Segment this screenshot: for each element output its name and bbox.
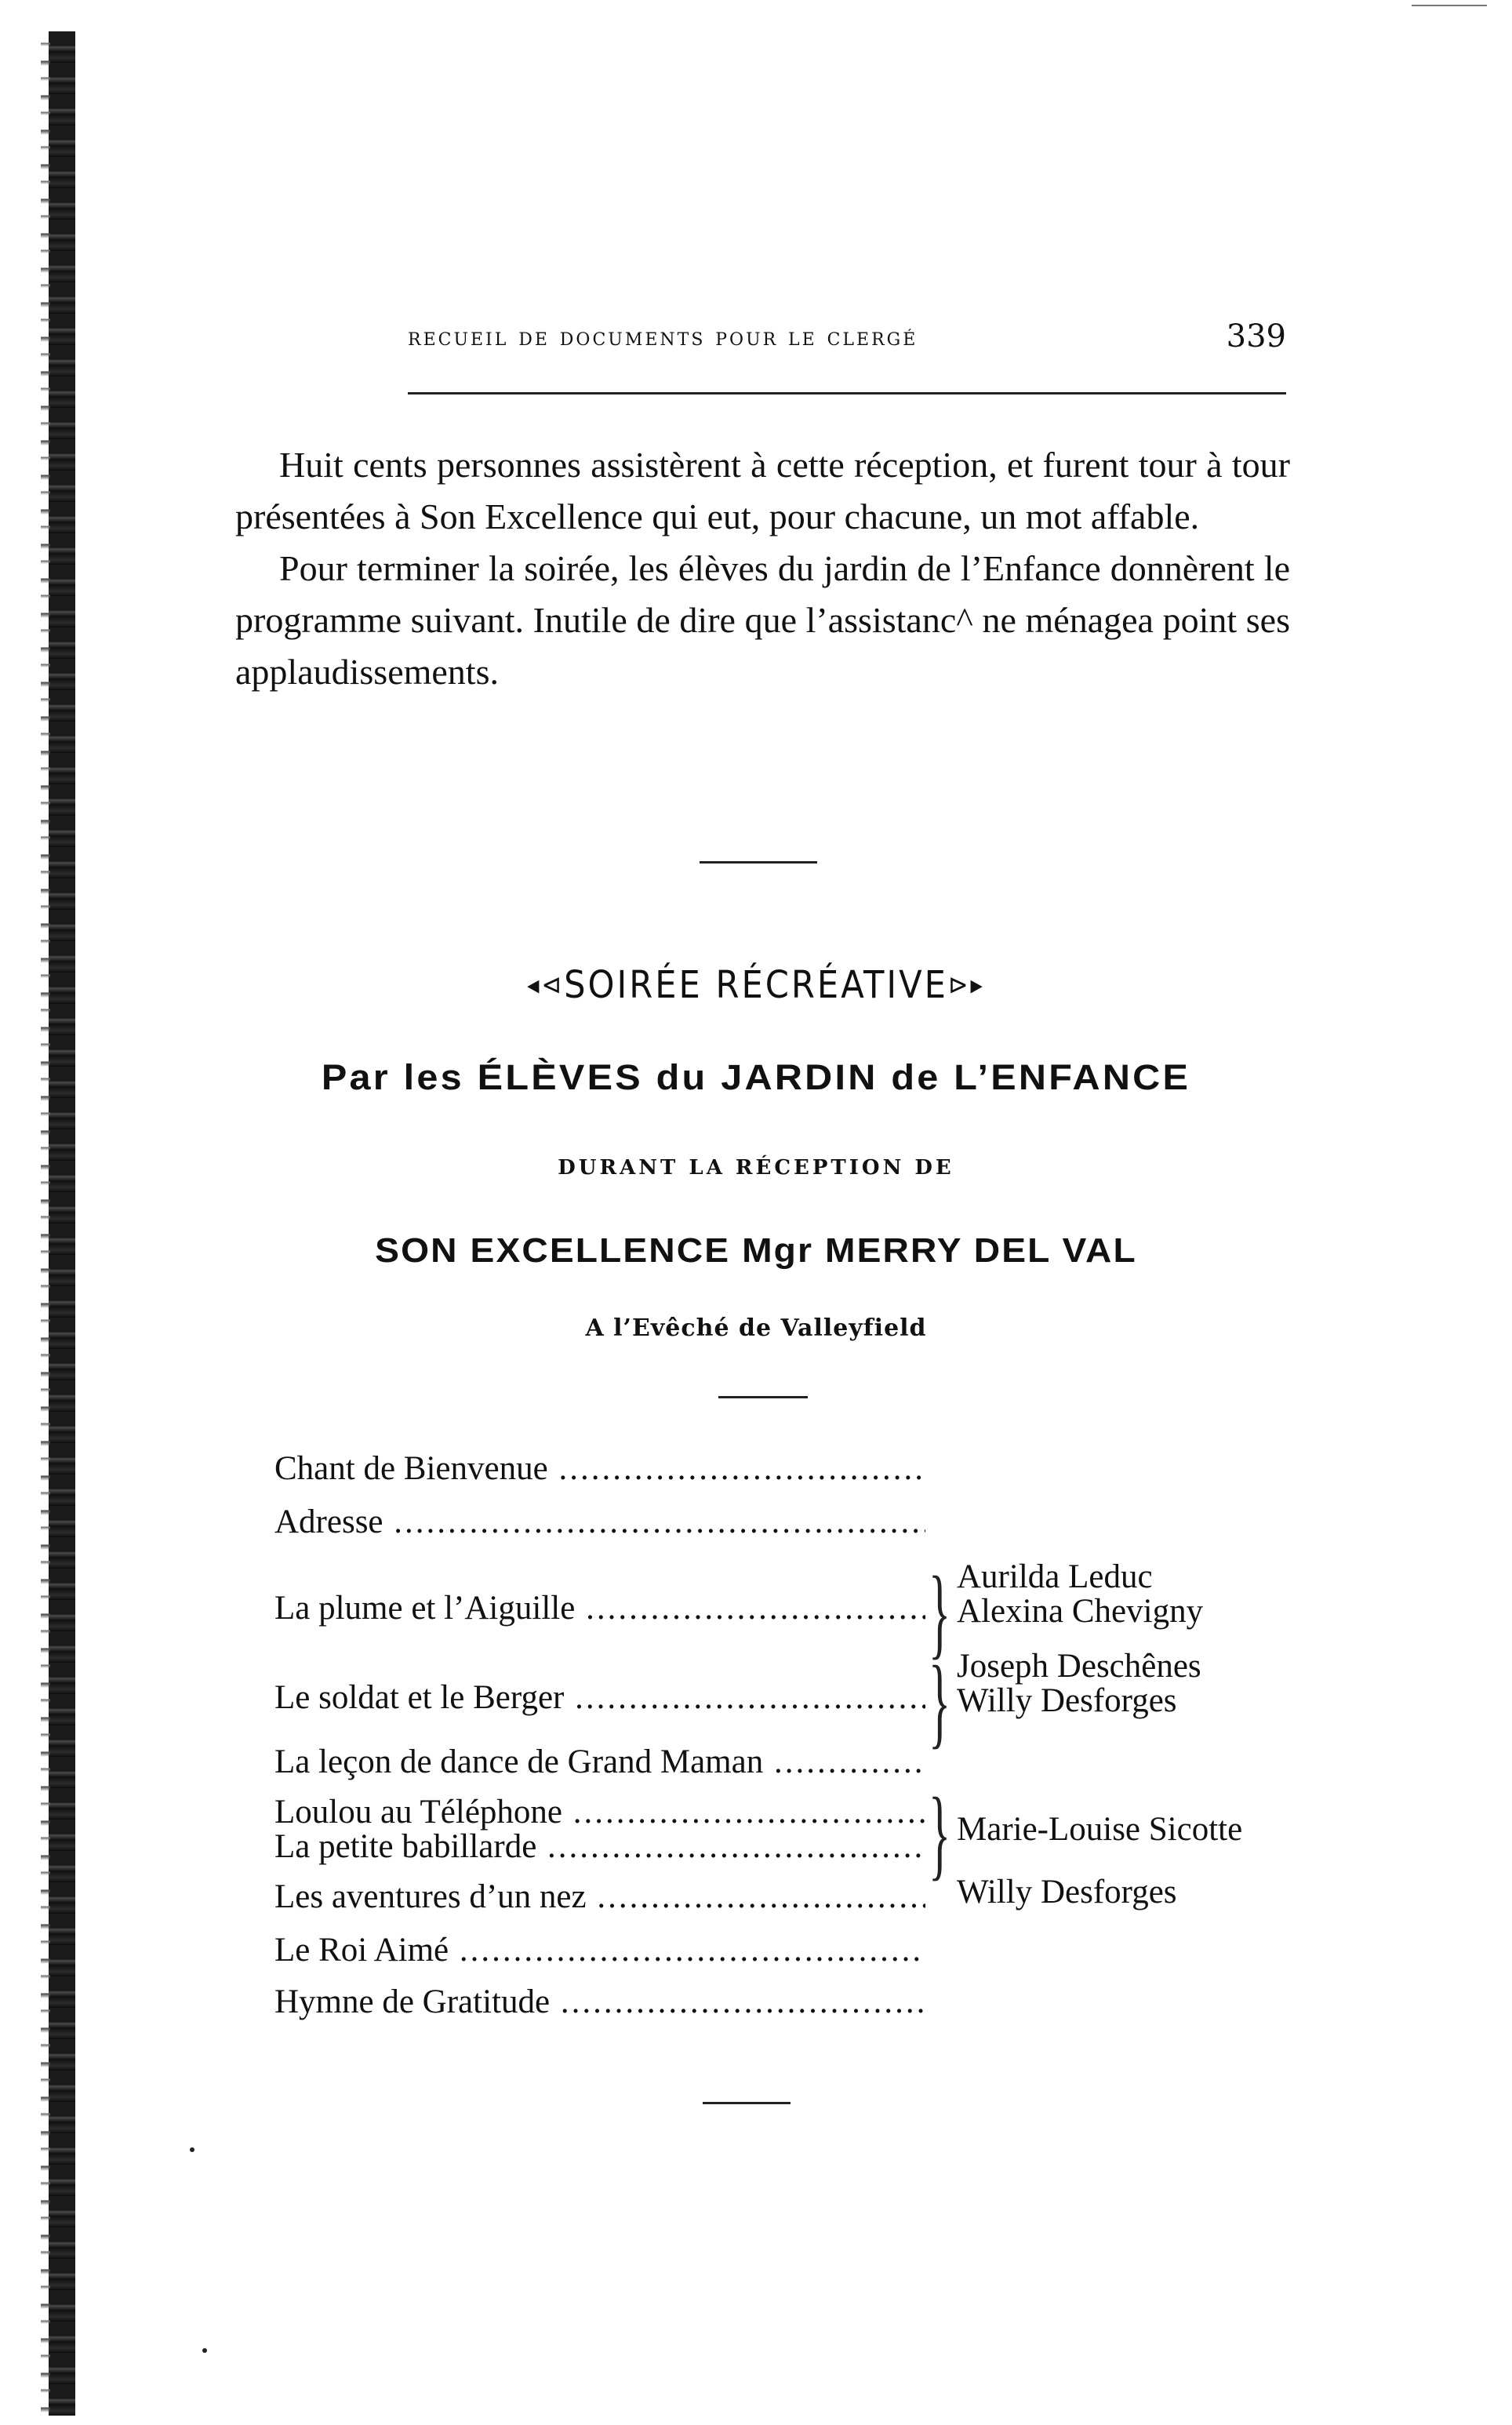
program-item-title: Adresse ..... [274,1503,925,1541]
binding-edge [41,31,50,2416]
brace-icon: } [929,1556,951,1669]
program-item-title: Le Roi Aimé ..... [274,1931,925,1969]
program-item-title: La leçon de dance de Grand Maman ..... [274,1743,925,1781]
ink-speck [202,2348,207,2353]
section-rule [700,861,817,863]
running-head [408,318,1286,362]
book-binding [49,31,75,2416]
performer-name: Willy Desforges [957,1682,1177,1719]
brace-icon: } [929,1645,951,1758]
program-item-title: Chant de Bienvenue ..... [274,1449,925,1488]
program-subtitle: Par les ÉLÈVES du JARDIN de L’ENFANCE [321,1057,1191,1097]
program-item-title: La plume et l’Aiguille ..... [274,1589,925,1627]
body-text [235,439,1290,698]
program-guest: SON EXCELLENCE Mgr MERRY DEL VAL [375,1231,1137,1270]
program-item-title: Les aventures d’un nez ..... [274,1878,925,1916]
program-title [0,963,1512,1007]
paragraph: Pour terminer la soirée, les élèves du jardin de l’Enfance donnèrent le programme suivant. Inutile de dire que l’assistanc^ ne ménagea point ses applaudissements. [235,548,1290,692]
program-title-text: SOIRÉE RÉCRÉATIVE [564,963,948,1007]
performer-name: Aurilda Leduc [957,1558,1153,1595]
ornament-left-icon: ◂⊲ [527,969,565,1001]
brace-icon: } [929,1777,951,1890]
scan-mark [1412,5,1487,6]
section-rule [718,1396,808,1398]
performer-name: Marie-Louise Sicotte [957,1811,1243,1848]
header-rule [408,392,1286,394]
paragraph: Huit cents personnes assistèrent à cette réception, et furent tour à tour présentées à Son Excellence qui eut, pour chacune, un mot affable. [235,445,1290,536]
ornament-right-icon: ⊳▸ [947,969,985,1001]
performer-name: Joseph Deschênes [957,1648,1201,1685]
program-item-title: Loulou au Téléphone ..... [274,1793,925,1831]
program-item-title: La petite babillarde ..... [274,1827,925,1866]
section-rule [703,2102,791,2104]
ink-speck [190,2147,194,2152]
page-number: 339 [1226,318,1286,354]
program-item-title: Hymne de Gratitude ..... [274,1983,925,2021]
performer-name: Alexina Chevigny [957,1593,1204,1630]
program-place: A l’Evêché de Valleyfield [585,1314,927,1342]
program-item-title: Le soldat et le Berger ..... [274,1678,925,1717]
running-title: recueil de documents pour le clergé [408,323,918,351]
program-occasion: DURANT LA RÉCEPTION DE [558,1156,954,1180]
performer-name: Willy Desforges [957,1874,1177,1911]
